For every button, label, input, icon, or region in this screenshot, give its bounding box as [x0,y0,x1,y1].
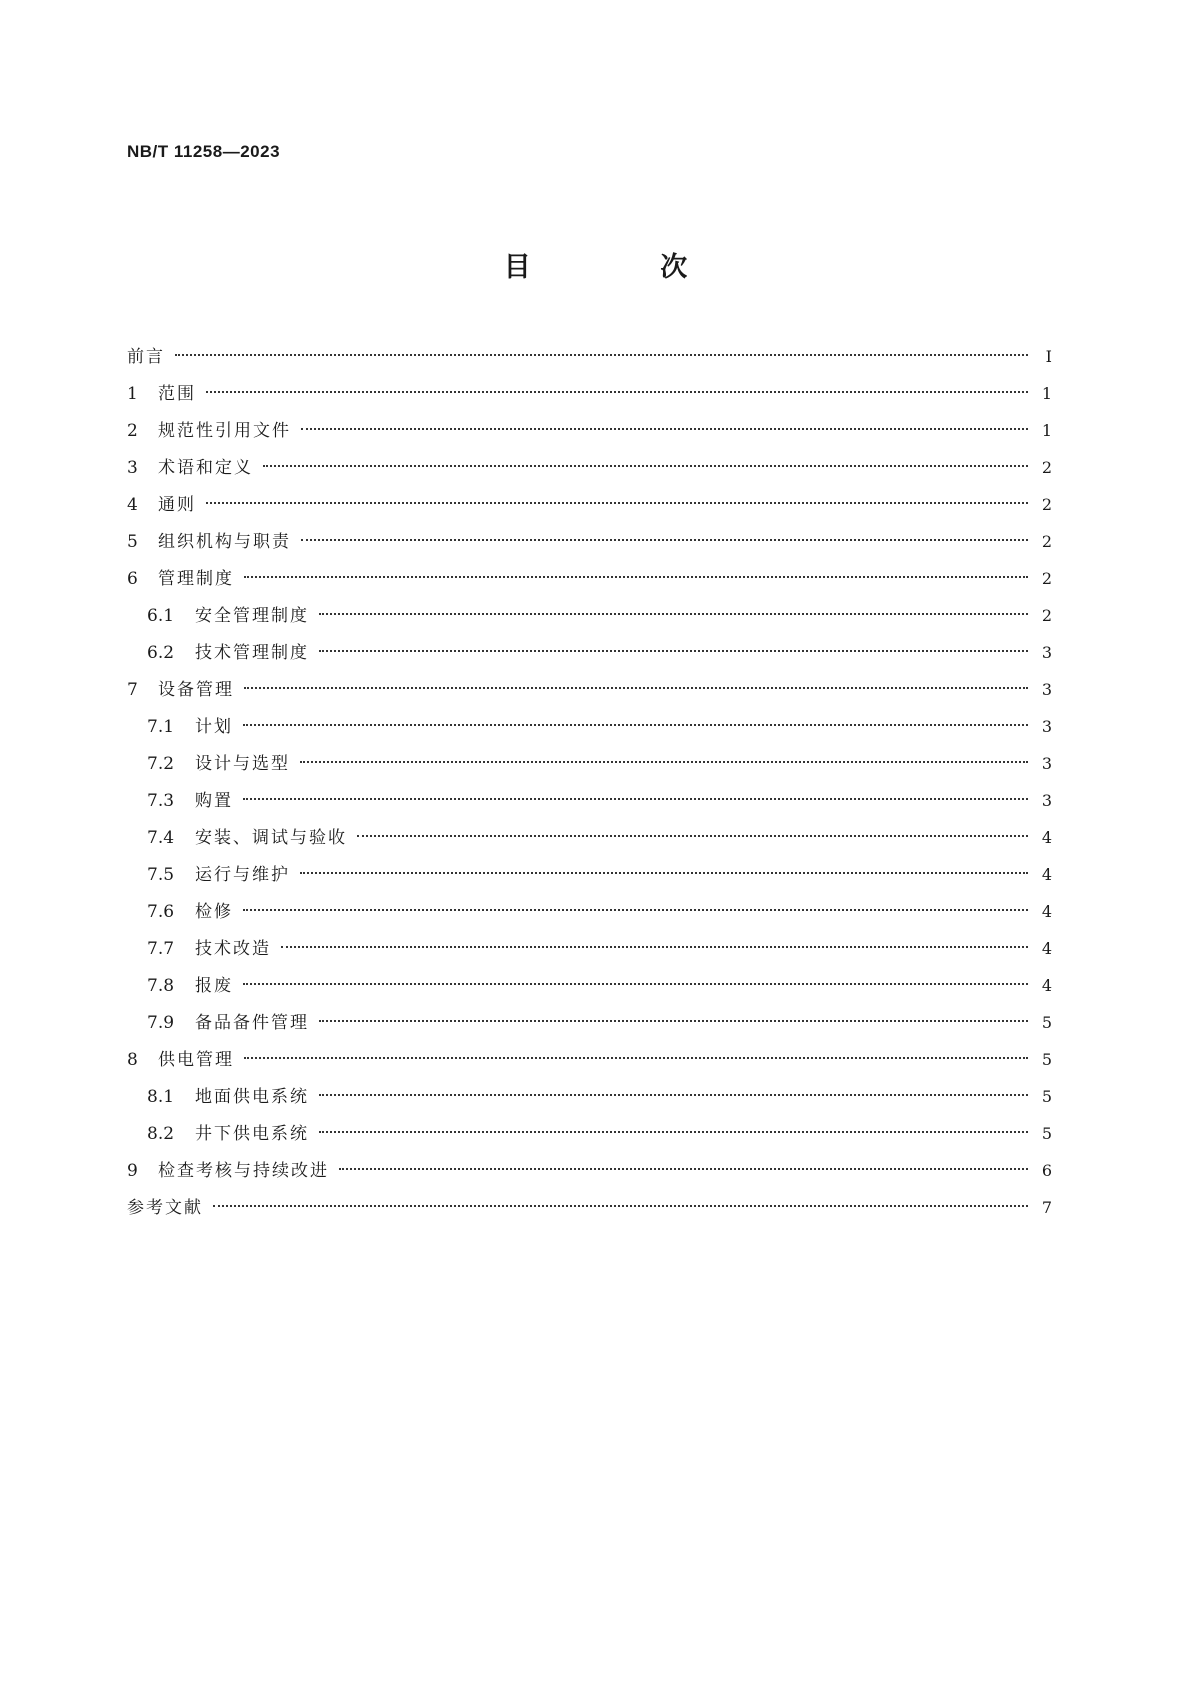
toc-entry-page: 2 [1041,458,1052,477]
dot-leader [244,1057,1028,1059]
toc-entry-label: 设备管理 [158,680,234,700]
toc-entry[interactable] [127,1004,1052,1041]
toc-entry-number: 6 [127,569,138,589]
toc-entry-label: 检修 [195,902,233,922]
toc-entry-label: 备品备件管理 [195,1013,309,1033]
toc-entry[interactable] [127,1189,1052,1226]
toc-entry-label: 检查考核与持续改进 [158,1161,329,1181]
toc-title: 目 次 [503,252,748,283]
dot-leader [243,983,1028,985]
toc-entry-label: 组织机构与职责 [158,532,291,552]
toc-entry[interactable] [127,412,1052,449]
toc-entry-number: 7.3 [147,791,175,811]
toc-entry[interactable] [127,1078,1052,1115]
toc-entry-page: 3 [1041,680,1052,699]
toc-entry[interactable] [127,1115,1052,1152]
toc-entry[interactable] [127,819,1052,856]
dot-leader [319,1094,1028,1096]
toc-entry-page: 5 [1041,1087,1052,1106]
dot-leader [244,576,1028,578]
toc-entry[interactable] [127,634,1052,671]
dot-leader [206,502,1028,504]
toc-entry-label: 报废 [195,976,233,996]
toc-entry-number: 6.2 [147,643,175,663]
toc-entry-label: 前言 [127,347,165,367]
toc-entry-page: 5 [1041,1050,1052,1069]
dot-leader [301,428,1028,430]
dot-leader [319,613,1028,615]
toc-entry-page: 7 [1041,1198,1052,1217]
toc-entry-page: 4 [1041,828,1052,847]
toc-entry-number: 2 [127,421,138,441]
toc-entry[interactable] [127,523,1052,560]
toc-entry-page: 3 [1041,717,1052,736]
toc-entry-label: 地面供电系统 [195,1087,309,1107]
dot-leader [213,1205,1028,1207]
toc-entry-number: 7 [127,680,138,700]
toc-entry-number: 7.2 [147,754,175,774]
toc-entry-number: 7.9 [147,1013,175,1033]
dot-leader [243,798,1028,800]
toc-entry-page: 5 [1041,1013,1052,1032]
toc-entry-label: 通则 [158,495,196,515]
toc-entry[interactable] [127,893,1052,930]
toc-entry[interactable] [127,782,1052,819]
standard-code: NB/T 11258—2023 [127,142,281,161]
toc-entry-number: 9 [127,1161,138,1181]
dot-leader [319,1131,1028,1133]
toc-entry[interactable] [127,449,1052,486]
toc-entry[interactable] [127,597,1052,634]
dot-leader [300,872,1028,874]
toc-entry-number: 7.1 [147,717,175,737]
toc-entry-page: 4 [1041,976,1052,995]
dot-leader [301,539,1028,541]
toc-entry[interactable] [127,486,1052,523]
toc-entry-page: 2 [1041,606,1052,625]
toc-entry-page: 2 [1041,495,1052,514]
toc-entry-page: 3 [1041,791,1052,810]
toc-entry-label: 计划 [195,717,233,737]
toc-entry-number: 7.6 [147,902,175,922]
toc-entry-label: 安全管理制度 [195,606,309,626]
toc-entry-page: 6 [1041,1161,1052,1180]
toc-entry-number: 7.5 [147,865,175,885]
toc-entry-page: 1 [1041,384,1052,403]
dot-leader [319,1020,1028,1022]
toc-entry-page: 2 [1041,532,1052,551]
toc-entry-page: 5 [1041,1124,1052,1143]
toc-entry-number: 6.1 [147,606,175,626]
toc-entry-page: 1 [1041,421,1052,440]
toc-entry-label: 设计与选型 [195,754,290,774]
table-of-contents [127,338,1052,1226]
dot-leader [319,650,1028,652]
toc-entry-label: 规范性引用文件 [158,421,291,441]
toc-entry-page: 4 [1041,865,1052,884]
dot-leader [263,465,1028,467]
dot-leader [244,687,1028,689]
dot-leader [206,391,1028,393]
toc-entry-number: 4 [127,495,138,515]
dot-leader [300,761,1028,763]
toc-entry-page: 4 [1041,939,1052,958]
toc-entry-number: 7.8 [147,976,175,996]
toc-entry-number: 3 [127,458,138,478]
toc-entry[interactable] [127,375,1052,412]
toc-entry-label: 供电管理 [158,1050,234,1070]
toc-entry[interactable] [127,930,1052,967]
toc-entry-label: 管理制度 [158,569,234,589]
toc-entry[interactable] [127,1152,1052,1189]
toc-entry-page: 4 [1041,902,1052,921]
toc-entry-page: 2 [1041,569,1052,588]
toc-entry[interactable] [127,745,1052,782]
toc-entry-number: 7.7 [147,939,175,959]
toc-entry[interactable] [127,856,1052,893]
toc-entry-number: 5 [127,532,138,552]
toc-entry-label: 技术管理制度 [195,643,309,663]
toc-entry-number: 8.2 [147,1124,175,1144]
dot-leader [175,354,1028,356]
toc-entry-label: 技术改造 [195,939,271,959]
toc-entry-number: 7.4 [147,828,175,848]
toc-entry-page: 3 [1041,643,1052,662]
toc-entry-label: 安装、调试与验收 [195,828,347,848]
toc-entry-label: 井下供电系统 [195,1124,309,1144]
toc-entry-label: 范围 [158,384,196,404]
toc-entry[interactable] [127,1041,1052,1078]
toc-entry-label: 购置 [195,791,233,811]
toc-entry[interactable] [127,671,1052,708]
toc-entry-number: 8 [127,1050,138,1070]
toc-entry[interactable] [127,967,1052,1004]
dot-leader [243,724,1028,726]
dot-leader [339,1168,1028,1170]
toc-entry-number: 8.1 [147,1087,175,1107]
toc-entry-label: 运行与维护 [195,865,290,885]
toc-entry[interactable] [127,560,1052,597]
toc-entry-number: 1 [127,384,138,404]
toc-entry[interactable] [127,708,1052,745]
toc-entry-page: Ⅰ [1045,347,1052,366]
toc-entry[interactable] [127,338,1052,375]
toc-entry-label: 参考文献 [127,1198,203,1218]
dot-leader [243,909,1028,911]
dot-leader [281,946,1028,948]
dot-leader [357,835,1028,837]
toc-entry-page: 3 [1041,754,1052,773]
toc-entry-label: 术语和定义 [158,458,253,478]
